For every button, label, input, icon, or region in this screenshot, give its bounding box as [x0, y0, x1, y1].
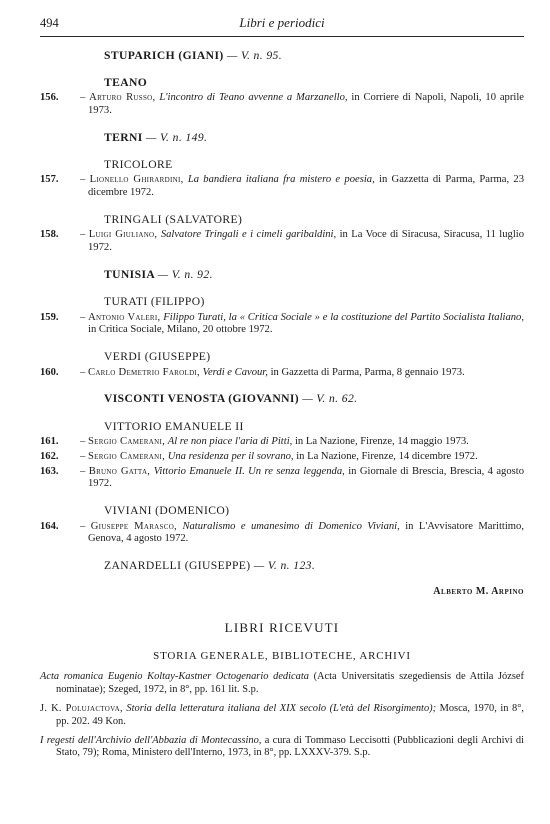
entry-dash: –: [80, 435, 88, 447]
entry-source: in Giornale di Brescia, Brescia, 4 agosto 1972.: [88, 465, 525, 490]
book-details: a cura di Tommaso Leccisotti (Pubblicazioni degli Archivi di Stato, 79); Roma, Ministero dell'Interno, 1973, in 8°, pp. LXXXV-379. S.p.: [56, 734, 524, 759]
entry-title: L'incontro di Teano avvenne a Marzanello,: [159, 92, 348, 104]
bibliography-entry: [40, 451, 524, 464]
entry-number: 162.: [40, 450, 59, 462]
section-heading: [104, 131, 524, 145]
book-title: I regesti dell'Archivio dell'Abbazia di Montecassino,: [40, 734, 262, 746]
bibliography-entry: [40, 367, 524, 380]
entry-body: [80, 312, 524, 338]
entry-body: [80, 92, 524, 118]
cross-reference: — V. n. 92.: [157, 268, 213, 282]
entry-title: Filippo Turati, la « Critica Sociale » e la costituzione del Partito Socialista Italiano,: [163, 311, 525, 323]
bibliography-entry: [40, 466, 524, 492]
section-heading: [104, 420, 524, 434]
entry-number: 156.: [40, 92, 59, 104]
heading-subject: TRINGALI (SALVATORE): [104, 213, 243, 227]
entry-source: in Gazzetta di Parma, Parma, 23 dicembre 1972.: [88, 174, 524, 199]
entry-title: Al re non piace l'aria di Pitti,: [167, 435, 293, 447]
entry-dash: –: [80, 311, 89, 323]
bibliography-entry: [40, 436, 524, 449]
cross-reference: — V. n. 123.: [253, 559, 316, 573]
section-heading: [104, 268, 524, 282]
cross-reference: — V. n. 149.: [146, 131, 208, 145]
entry-source: in La Nazione, Firenze, 14 dicembre 1972.: [296, 450, 478, 462]
heading-subject: VISCONTI VENOSTA (GIOVANNI): [104, 392, 300, 406]
bibliography-entry: [40, 521, 524, 547]
entry-title: Vittorio Emanuele II. Un re senza leggenda,: [153, 465, 345, 477]
author-signature: Alberto M. Arpino: [433, 585, 524, 597]
page-title: Libri e periodici: [239, 15, 325, 30]
entry-author: Antonio Valeri,: [88, 311, 161, 323]
heading-subject: TURATI (FILIPPO): [104, 295, 205, 309]
entry-number: 159.: [40, 311, 59, 323]
heading-subject: TEANO: [104, 76, 148, 90]
entry-dash: –: [80, 229, 89, 241]
heading-subject: TERNI: [104, 131, 143, 145]
received-book: [40, 735, 524, 761]
entry-title: Naturalismo e umanesimo di Domenico Viviani,: [182, 520, 400, 532]
section-heading: [104, 213, 524, 227]
entry-source: in La Voce di Siracusa, Siracusa, 11 luglio 1972.: [88, 229, 525, 254]
cross-reference: — V. n. 95.: [226, 49, 283, 62]
books-received-list: [40, 671, 524, 760]
entry-body: [80, 174, 524, 200]
section-heading: [104, 76, 524, 90]
section-heading: [104, 350, 524, 364]
entry-body: [80, 466, 524, 492]
heading-subject: TUNISIA: [104, 268, 155, 282]
entry-author: Giuseppe Marasco,: [90, 520, 177, 532]
entry-author: Sergio Camerani,: [87, 450, 166, 462]
entry-number: 158.: [40, 229, 59, 241]
bibliography-entry: [40, 92, 524, 118]
section-heading: [104, 392, 524, 406]
entry-dash: –: [80, 174, 90, 186]
heading-subject: VIVIANI (DOMENICO): [104, 504, 230, 518]
entry-body: [80, 521, 524, 547]
bibliography-list: [40, 49, 524, 574]
section-heading: [104, 49, 524, 63]
page-number: 494: [40, 16, 59, 30]
entry-body: [80, 229, 524, 255]
received-book: [40, 703, 524, 729]
entry-body: [80, 436, 524, 449]
entry-dash: –: [80, 520, 91, 532]
heading-subject: VERDI (GIUSEPPE): [104, 350, 211, 364]
entry-source: in Critica Sociale, Milano, 20 ottobre 1972.: [88, 324, 273, 336]
bibliography-entry: [40, 174, 524, 200]
entry-number: 163.: [40, 465, 59, 477]
heading-subject: ZANARDELLI (GIUSEPPE): [104, 559, 251, 573]
entry-number: 161.: [40, 435, 59, 447]
entry-title: Verdi e Cavour,: [202, 366, 268, 378]
running-head: [40, 14, 524, 37]
books-received-title: LIBRI RICEVUTI: [224, 619, 340, 635]
entry-dash: –: [80, 92, 90, 104]
entry-number: 157.: [40, 174, 59, 186]
entry-author: Luigi Giuliano,: [88, 229, 158, 241]
book-title: Storia della letteratura italiana del XIX secolo (L'età del Risorgimento);: [126, 702, 437, 714]
book-details: (Acta Universitatis szegediensis de Attila József nominatae); Szeged, 1972, in 8°, pp. 161 lit. S.p.: [56, 670, 524, 695]
entry-title: La bandiera italiana fra mistero e poesia,: [187, 174, 375, 186]
section-heading: [104, 504, 524, 518]
entry-source: in L'Avvisatore Marittimo, Genova, 4 agosto 1972.: [88, 520, 524, 545]
received-book: [40, 671, 524, 697]
entry-title: Salvatore Tringali e i cimeli garibaldini,: [160, 229, 337, 241]
entry-body: [80, 451, 524, 464]
heading-subject: VITTORIO EMANUELE II: [104, 419, 244, 433]
bibliography-entry: [40, 229, 524, 255]
heading-subject: STUPARICH (GIANI): [104, 49, 224, 62]
books-received-subtitle: STORIA GENERALE, BIBLIOTECHE, ARCHIVI: [153, 649, 411, 662]
entry-dash: –: [80, 465, 89, 477]
book-details: Mosca, 1970, in 8°, pp. 202. 49 Kon.: [56, 702, 524, 727]
entry-dash: –: [80, 450, 88, 462]
section-heading: [104, 158, 524, 172]
entry-body: [80, 367, 524, 380]
cross-reference: — V. n. 62.: [302, 392, 358, 406]
book-author: J. K. Polujactova,: [40, 702, 123, 714]
entry-source: in Gazzetta di Parma, Parma, 8 gennaio 1973.: [270, 366, 465, 378]
bibliography-entry: [40, 312, 524, 338]
entry-dash: –: [80, 366, 88, 378]
heading-subject: TRICOLORE: [104, 158, 173, 172]
entry-author: Carlo Demetrio Faroldi,: [87, 366, 201, 378]
entry-title: Una residenza per il sovrano,: [167, 450, 294, 462]
book-title: Acta romanica Eugenio Koltay-Kastner Octogenario dedicata: [40, 670, 309, 682]
entry-author: Lionello Ghirardini,: [89, 174, 184, 186]
entry-source: in La Nazione, Firenze, 14 maggio 1973.: [294, 435, 469, 447]
entry-source: in Corriere di Napoli, Napoli, 10 aprile 1973.: [88, 92, 524, 117]
entry-author: Sergio Camerani,: [87, 435, 166, 447]
entry-number: 160.: [40, 366, 59, 378]
entry-author: Arturo Russo,: [89, 92, 156, 104]
entry-author: Bruno Gatta,: [88, 465, 151, 477]
section-heading: [104, 295, 524, 309]
section-heading: [104, 559, 524, 573]
entry-number: 164.: [40, 520, 59, 532]
